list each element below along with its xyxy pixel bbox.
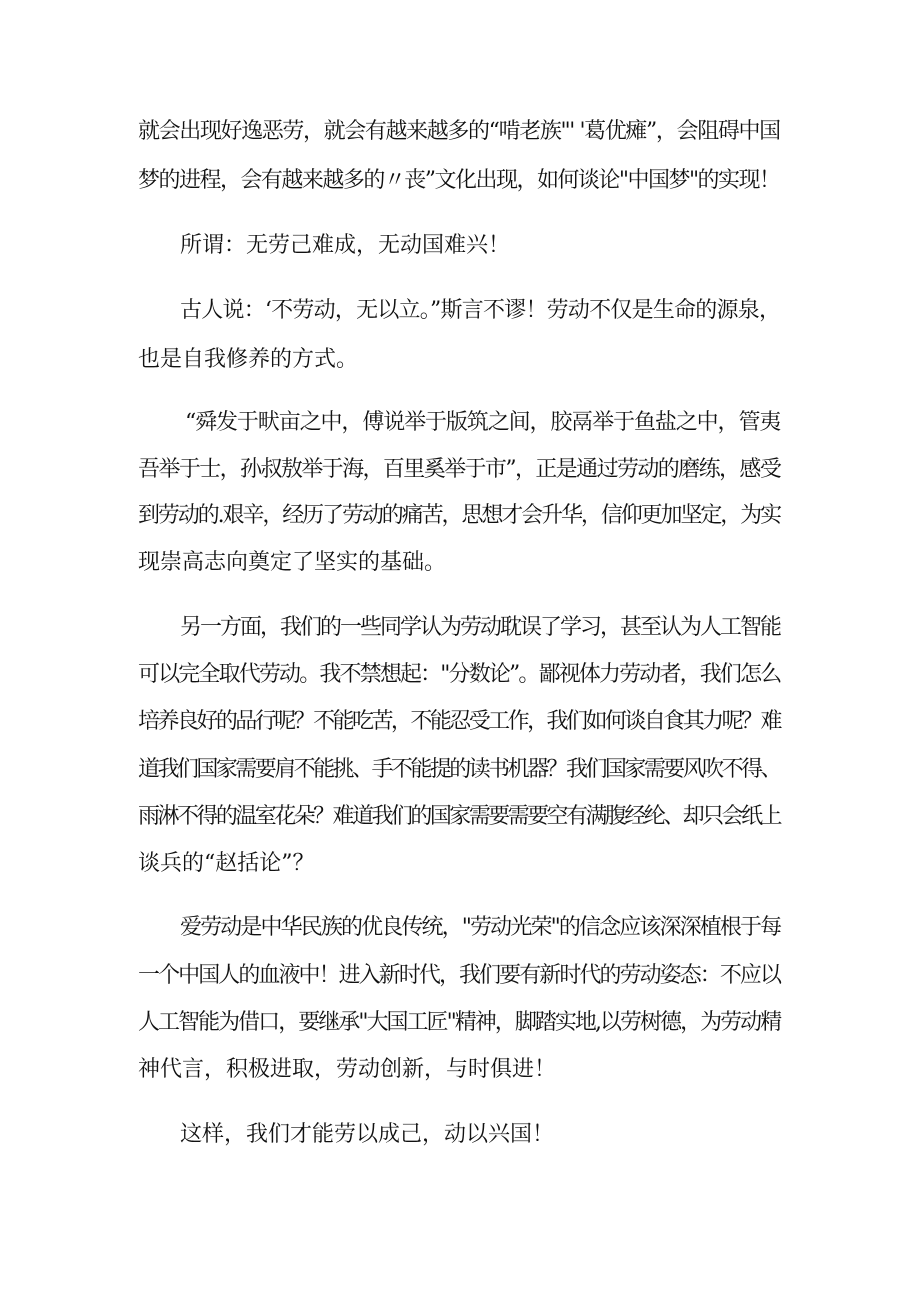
text-line: 神代言，积极进取，劳动创新，与时俱进！ xyxy=(138,1057,557,1082)
text-line: 人工智能为借口，要继承"大国工匠"精神，脚踏实地,以劳树德，为劳动精 xyxy=(138,1010,781,1035)
text-line: 梦的进程，会有越来越多的〃丧”文化出现，如何谈论"中国梦"的实现！ xyxy=(138,168,780,193)
text-line: 雨淋不得的温室花朵？难道我们的国家需要需要空有满腹经纶、却只会纸上 xyxy=(138,804,781,829)
text-line: 这样，我们才能劳以成己，动以兴国！ xyxy=(180,1122,555,1147)
text-line: 吾举于士，孙叔敖举于海，百里奚举于市”，正是通过劳动的磨练，感受 xyxy=(138,457,781,482)
text-line: 培养良好的品行呢？不能吃苦，不能忍受工作，我们如何谈自食其力呢？难 xyxy=(138,709,781,734)
text-line: 可以完全取代劳动。我不禁想起："分数论”。鄙视体力劳动者，我们怎么 xyxy=(138,662,781,687)
text-line: 一个中国人的血液中！进入新时代，我们要有新时代的劳动姿态：不应以 xyxy=(138,963,781,988)
text-line: 现崇高志向奠定了坚实的基础。 xyxy=(138,550,447,575)
text-line: 就会出现好逸恶劳，就会有越来越多的“啃老族"' '葛优瘫”，会阻碍中国 xyxy=(138,119,780,144)
text-line: 所谓：无劳己难成，无动国难兴！ xyxy=(180,233,511,258)
text-line: 道我们国家需要肩不能挑、手不能提的读书机器？我们国家需要风吹不得、 xyxy=(138,757,781,782)
text-line: 爱劳动是中华民族的优良传统，"劳动光荣"的信念应该深深植根于每 xyxy=(180,915,781,940)
text-line: 也是自我修养的方式。 xyxy=(138,347,359,372)
text-line: 谈兵的“赵括论”？ xyxy=(138,851,315,876)
text-line: 到劳动的.艰辛，经历了劳动的痛苦，思想才会升华，信仰更加坚定，为实 xyxy=(138,503,780,528)
text-line: “舜发于畎亩之中，傅说举于版筑之间，胶鬲举于鱼盐之中，管夷 xyxy=(185,410,781,435)
text-line: 古人说：‘不劳动，无以立。”斯言不谬！劳动不仅是生命的源泉， xyxy=(180,298,781,323)
text-line: 另一方面，我们的一些同学认为劳动耽误了学习，甚至认为人工智能 xyxy=(180,615,781,640)
